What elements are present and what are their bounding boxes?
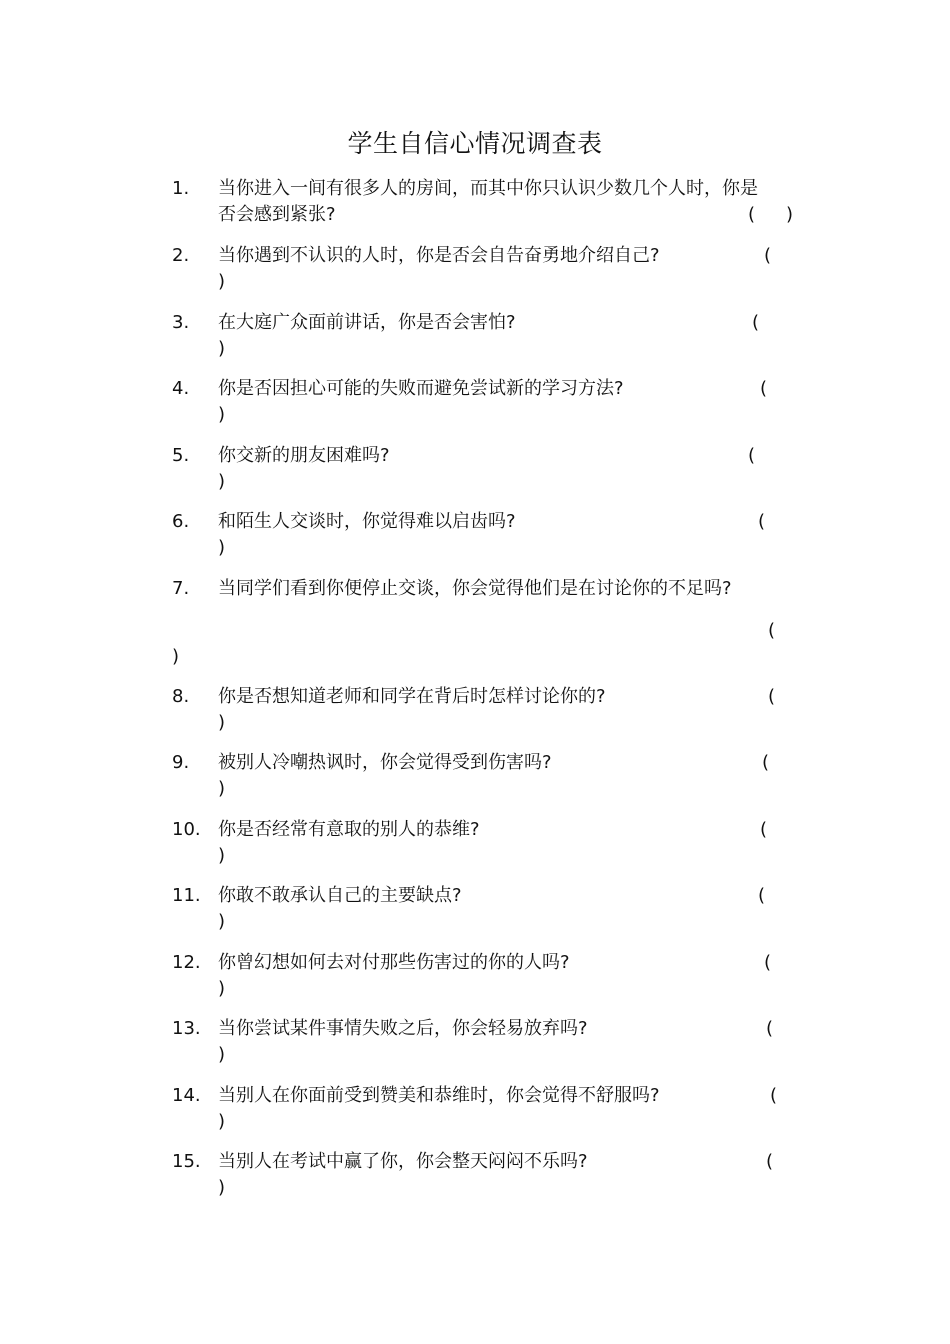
question-number: 8.	[172, 686, 190, 707]
question-text: 你是否经常有意取的别人的恭维?	[218, 819, 480, 840]
question-text: 在大庭广众面前讲话，你是否会害怕?	[218, 312, 516, 333]
question-number: 9.	[172, 752, 190, 773]
answer-paren-close: )	[218, 1111, 226, 1132]
question-text: 当别人在考试中赢了你，你会整天闷闷不乐吗?	[218, 1151, 588, 1172]
question-text: 当你遇到不认识的人时，你是否会自告奋勇地介绍自己?	[218, 245, 660, 266]
answer-paren-open: (	[760, 378, 768, 399]
question-number: 10.	[172, 819, 201, 840]
question-text: 当同学们看到你便停止交谈，你会觉得他们是在讨论你的不足吗?	[218, 578, 732, 599]
question-text: 你是否因担心可能的失败而避免尝试新的学习方法?	[218, 378, 624, 399]
answer-paren-close: )	[218, 537, 226, 558]
answer-paren-open: (	[752, 312, 760, 333]
question-number: 5.	[172, 445, 190, 466]
answer-paren-open: (	[758, 511, 766, 532]
answer-paren-close: )	[218, 911, 226, 932]
question-number: 15.	[172, 1151, 201, 1172]
answer-paren-close: )	[786, 204, 794, 225]
question-number: 4.	[172, 378, 190, 399]
question-number: 7.	[172, 578, 190, 599]
answer-paren-close: )	[172, 646, 180, 667]
page-title: 学生自信心情况调查表	[347, 129, 603, 158]
answer-paren-open: (	[770, 1085, 778, 1106]
question-number: 11.	[172, 885, 201, 906]
question-number: 6.	[172, 511, 190, 532]
answer-paren-close: )	[218, 978, 226, 999]
answer-paren-open: (	[758, 885, 766, 906]
question-number: 2.	[172, 245, 190, 266]
question-text: 你曾幻想如何去对付那些伤害过的你的人吗?	[218, 952, 570, 973]
question-number: 14.	[172, 1085, 201, 1106]
answer-paren-close: )	[218, 1044, 226, 1065]
question-text: 你敢不敢承认自己的主要缺点?	[218, 885, 462, 906]
question-text: 当你进入一间有很多人的房间，而其中你只认识少数几个人时，你是	[218, 178, 758, 199]
answer-paren-close: )	[218, 712, 226, 733]
answer-paren-open: (	[764, 952, 772, 973]
question-text: 当你尝试某件事情失败之后，你会轻易放弃吗?	[218, 1018, 588, 1039]
answer-paren-close: )	[218, 845, 226, 866]
question-text: 你交新的朋友困难吗?	[218, 445, 390, 466]
answer-paren-open: (	[748, 204, 756, 225]
answer-paren-close: )	[218, 404, 226, 425]
answer-paren-close: )	[218, 338, 226, 359]
answer-paren-open: (	[766, 1018, 774, 1039]
answer-paren-open: (	[762, 752, 770, 773]
question-text: 当别人在你面前受到赞美和恭维时，你会觉得不舒服吗?	[218, 1085, 660, 1106]
question-number: 3.	[172, 312, 190, 333]
question-text: 被别人冷嘲热讽时，你会觉得受到伤害吗?	[218, 752, 552, 773]
answer-paren-close: )	[218, 778, 226, 799]
question-number: 13.	[172, 1018, 201, 1039]
answer-paren-open: (	[760, 819, 768, 840]
answer-paren-open: (	[766, 1151, 774, 1172]
question-text-continued: 否会感到紧张?	[218, 204, 336, 225]
answer-paren-open: (	[764, 245, 772, 266]
question-number: 12.	[172, 952, 201, 973]
answer-paren-close: )	[218, 471, 226, 492]
question-text: 和陌生人交谈时，你觉得难以启齿吗?	[218, 511, 516, 532]
answer-paren-open: (	[768, 620, 776, 641]
answer-paren-open: (	[748, 445, 756, 466]
answer-paren-open: (	[768, 686, 776, 707]
answer-paren-close: )	[218, 271, 226, 292]
question-number: 1.	[172, 178, 190, 199]
question-text: 你是否想知道老师和同学在背后时怎样讨论你的?	[218, 686, 606, 707]
answer-paren-close: )	[218, 1177, 226, 1198]
